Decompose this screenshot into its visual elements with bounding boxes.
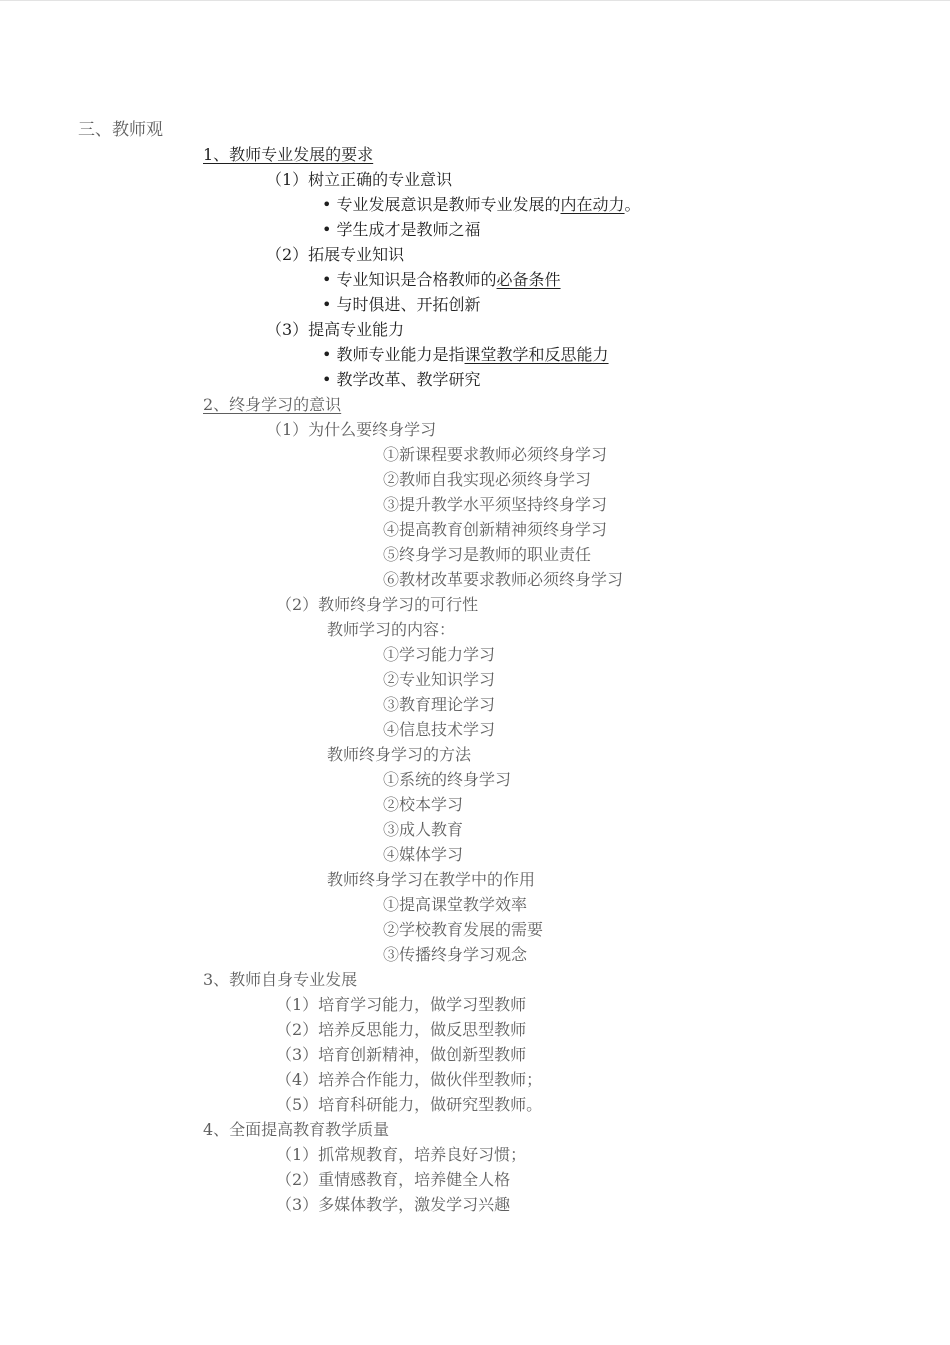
s3-heading: 3、教师自身专业发展 — [203, 970, 358, 989]
s2-p1-item: ④提高教育创新精神须终身学习 — [383, 520, 608, 539]
s2-role-item: ①提高课堂教学效率 — [383, 895, 528, 914]
s2-p1-item: ①新课程要求教师必须终身学习 — [383, 445, 608, 464]
s1-p2: （2）拓展专业知识 — [266, 245, 405, 264]
s1-p3: （3）提高专业能力 — [266, 320, 405, 339]
s2-method-item: ①系统的终身学习 — [383, 770, 512, 789]
s1-p1-bullet-2: • 学生成才是教师之福 — [322, 220, 481, 239]
s2-content-item: ③教育理论学习 — [383, 695, 496, 714]
s1-p2-bullet-1-text: • 专业知识是合格教师的 — [322, 270, 497, 289]
s1-p3-bullet-1-text: • 教师专业能力是指 — [322, 345, 465, 364]
s1-p1-bullet-1-underlined: 内在动力 — [560, 195, 625, 214]
s1-p3-bullet-1-underlined: 课堂教学和反思能力 — [464, 345, 609, 364]
s4-item: （2）重情感教育，培养健全人格 — [276, 1170, 511, 1189]
s3-item: （1）培育学习能力，做学习型教师 — [276, 995, 527, 1014]
s1-p2-bullet-2: • 与时俱进、开拓创新 — [322, 295, 481, 314]
s2-p2: （2）教师终身学习的可行性 — [276, 595, 479, 614]
s2-p1-item: ⑤终身学习是教师的职业责任 — [383, 545, 592, 564]
s1-p2-bullet-1 — [322, 270, 561, 290]
s2-content-item: ②专业知识学习 — [383, 670, 496, 689]
s3-item: （5）培育科研能力，做研究型教师。 — [276, 1095, 543, 1114]
section-title: 三、教师观 — [78, 120, 163, 140]
s2-content-item: ①学习能力学习 — [383, 645, 496, 664]
s2-p1-item: ③提升教学水平须坚持终身学习 — [383, 495, 608, 514]
s3-item: （4）培养合作能力，做伙伴型教师； — [276, 1070, 543, 1089]
s1-p1: （1）树立正确的专业意识 — [266, 170, 453, 189]
s2-content-item: ④信息技术学习 — [383, 720, 496, 739]
s2-role-label: 教师终身学习在教学中的作用 — [327, 870, 536, 889]
s2-p1: （1）为什么要终身学习 — [266, 420, 437, 439]
s2-role-item: ②学校教育发展的需要 — [383, 920, 544, 939]
s1-p3-bullet-1 — [322, 345, 609, 365]
s2-method-label: 教师终身学习的方法 — [327, 745, 472, 764]
s3-item: （3）培育创新精神，做创新型教师 — [276, 1045, 527, 1064]
s1-p2-bullet-1-underlined: 必备条件 — [496, 270, 561, 289]
s2-method-item: ②校本学习 — [383, 795, 464, 814]
s2-p1-item: ②教师自我实现必须终身学习 — [383, 470, 592, 489]
s1-p3-bullet-2: • 教学改革、教学研究 — [322, 370, 481, 389]
s2-method-item: ③成人教育 — [383, 820, 464, 839]
s4-heading: 4、全面提高教育教学质量 — [203, 1120, 390, 1139]
s4-item: （3）多媒体教学，激发学习兴趣 — [276, 1195, 511, 1214]
s2-method-item: ④媒体学习 — [383, 845, 464, 864]
s4-item: （1）抓常规教育，培养良好习惯； — [276, 1145, 527, 1164]
s2-role-item: ③传播终身学习观念 — [383, 945, 528, 964]
s1-heading: 1、教师专业发展的要求 — [203, 145, 374, 164]
s2-content-label: 教师学习的内容： — [327, 620, 456, 639]
s1-p1-bullet-1-text: • 专业发展意识是教师专业发展的 — [322, 195, 561, 214]
top-border-line — [0, 0, 950, 1]
s2-p1-item: ⑥教材改革要求教师必须终身学习 — [383, 570, 624, 589]
s2-heading: 2、终身学习的意识 — [203, 395, 342, 414]
s1-p1-bullet-1-end: 。 — [624, 195, 641, 214]
s3-item: （2）培养反思能力，做反思型教师 — [276, 1020, 527, 1039]
s1-p1-bullet-1 — [322, 195, 641, 215]
